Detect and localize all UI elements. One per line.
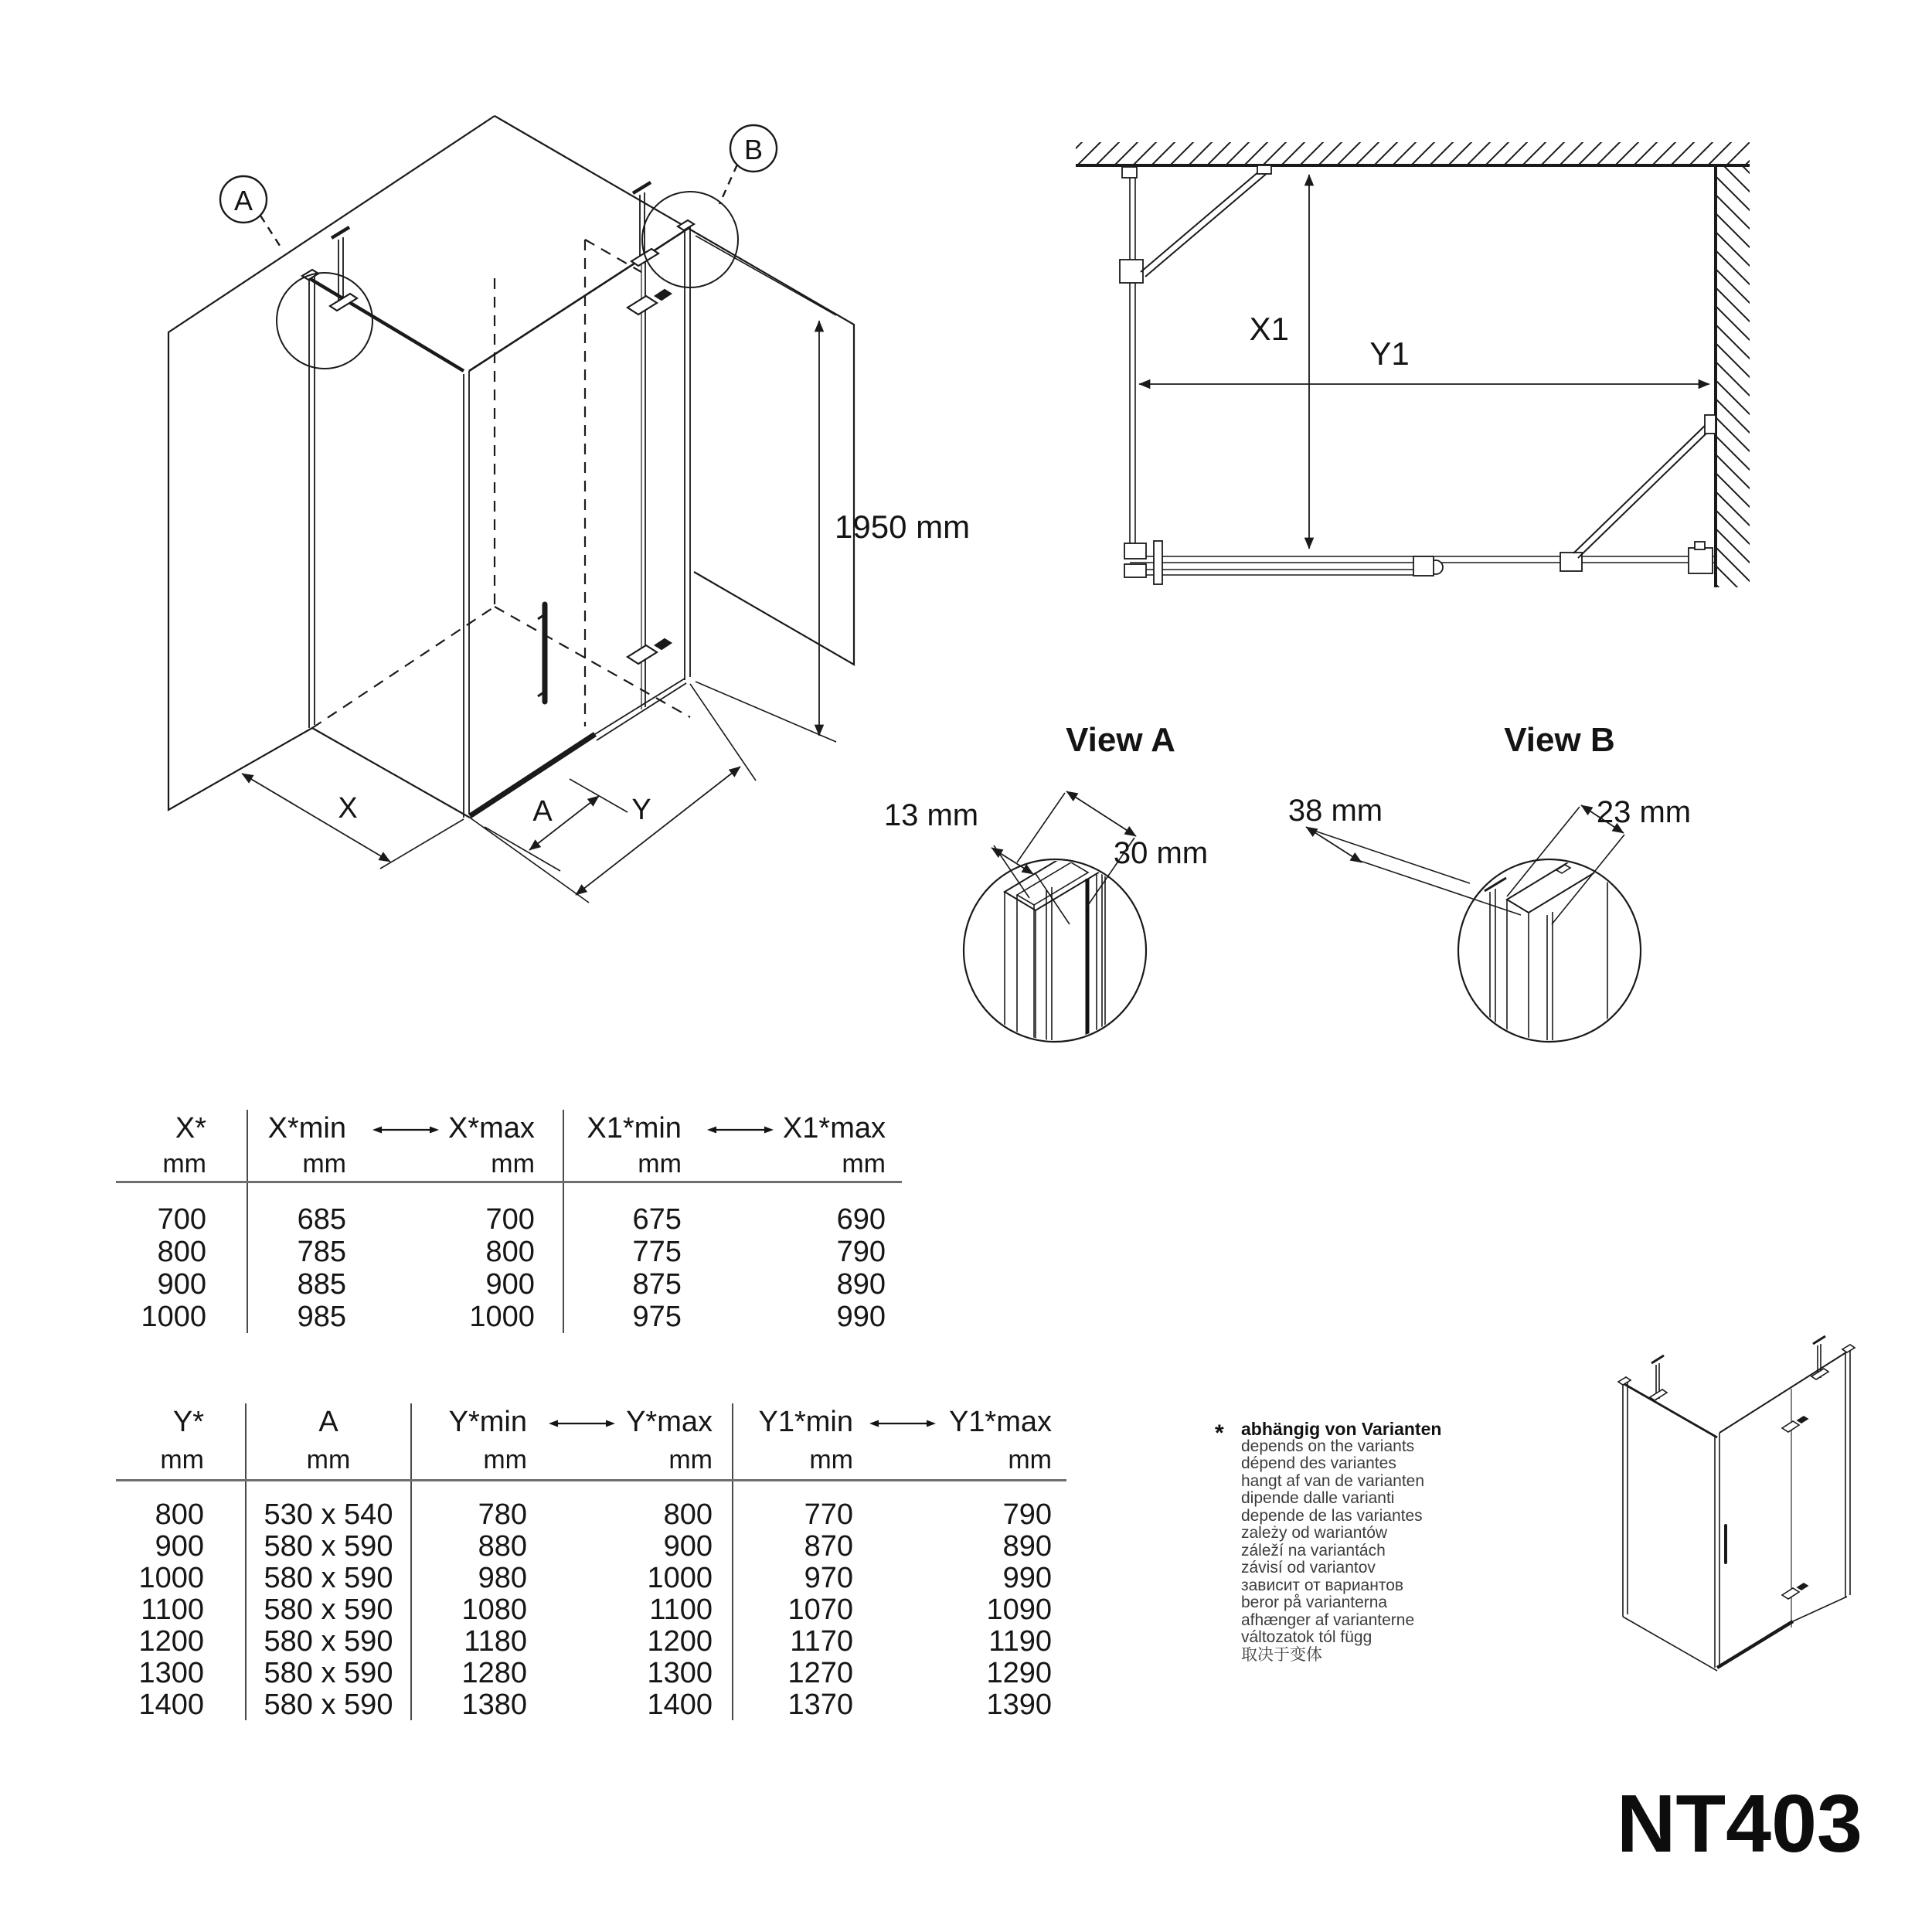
table-cell	[545, 1481, 618, 1531]
col-header: Y*min	[411, 1403, 545, 1440]
wall-profile-cap	[1842, 1345, 1855, 1352]
table-cell: 790	[1002, 1498, 1052, 1531]
model-code: NT403	[1616, 1778, 1862, 1869]
table-cell: 800	[663, 1498, 713, 1531]
table-cell: 685	[247, 1182, 363, 1236]
table-cell	[698, 1236, 783, 1268]
table-cell: 885	[247, 1268, 363, 1301]
left-wall	[168, 116, 495, 810]
view-b-profile	[1485, 852, 1607, 1043]
table-cell: 900	[485, 1268, 535, 1301]
variants-note-line: beror på varianterna	[1241, 1594, 1388, 1611]
table-cell	[698, 1268, 783, 1301]
view-b-detail	[1288, 721, 1691, 1043]
front-corner-post	[464, 371, 469, 818]
unit-label: mm	[246, 1440, 411, 1481]
table-header-row	[116, 1110, 902, 1147]
table-cell: 580 x 590	[246, 1625, 411, 1657]
unit-label: mm	[448, 1147, 563, 1182]
range-arrow-cell	[545, 1403, 618, 1440]
table-cell: 1370	[733, 1689, 866, 1720]
view-b-circle	[1458, 859, 1641, 1042]
table-row	[116, 1657, 1066, 1689]
iso-drawing	[168, 116, 854, 818]
ceiling-brace	[1650, 1355, 1667, 1400]
table-row	[116, 1562, 1066, 1594]
view-b-width-witness	[1308, 828, 1521, 915]
double-arrow-icon	[549, 1417, 615, 1430]
table-cell: 800	[157, 1236, 206, 1268]
range-arrow-cell	[866, 1403, 939, 1440]
table-cell: 1190	[988, 1624, 1052, 1658]
brace-plan-left	[1141, 167, 1269, 277]
table-cell	[866, 1689, 939, 1720]
table-cell: 1100	[141, 1593, 204, 1626]
table-cell: 900	[157, 1268, 206, 1301]
threshold	[595, 679, 686, 740]
x1-dimension-label: X1	[1249, 311, 1289, 347]
side-panel-plan	[1130, 165, 1135, 558]
col-header: Y1*min	[733, 1403, 866, 1440]
table-row	[116, 1268, 902, 1301]
table-cell: 1080	[411, 1594, 545, 1625]
callout-a-leader	[260, 216, 281, 248]
table-cell: 785	[247, 1236, 363, 1268]
front-end-fitting	[1124, 564, 1146, 577]
asterisk-marker: *	[1215, 1420, 1224, 1446]
table-cell	[866, 1562, 939, 1594]
col-header: Y*	[172, 1406, 204, 1438]
variants-note-line: зависит от вариантов	[1241, 1576, 1404, 1594]
table-cell: 675	[563, 1182, 698, 1236]
y-dimension-label: Y	[631, 794, 651, 826]
a-dimension-label: A	[532, 795, 553, 828]
variants-note-line: 取决于变体	[1241, 1645, 1322, 1664]
table-cell: 790	[836, 1236, 886, 1268]
table-cell	[866, 1625, 939, 1657]
variants-note-line: változatok tól függ	[1241, 1628, 1372, 1646]
brace-mount-plan	[1120, 260, 1143, 283]
table-row	[116, 1236, 902, 1268]
table-cell: 1300	[138, 1656, 204, 1689]
x-dimension-table	[116, 1110, 902, 1333]
panel-bracket	[1560, 553, 1582, 571]
table-cell: 1000	[141, 1301, 206, 1333]
table-cell: 1290	[986, 1656, 1052, 1689]
fixed-panel-wall-edge	[685, 227, 690, 680]
table-cell	[698, 1301, 783, 1333]
view-a-circle	[964, 859, 1146, 1042]
table-cell: 900	[663, 1529, 713, 1563]
table-cell: 890	[1002, 1529, 1052, 1563]
table-cell	[545, 1562, 618, 1594]
height-witness-lines	[696, 236, 836, 742]
double-arrow-icon	[372, 1124, 439, 1136]
table-cell: 990	[836, 1301, 886, 1333]
col-header: X*min	[247, 1110, 363, 1147]
variants-note-line: hangt af van de varianten	[1241, 1471, 1425, 1490]
table-cell: 1270	[733, 1657, 866, 1689]
table-cell: 985	[247, 1301, 363, 1333]
table-cell	[866, 1657, 939, 1689]
table-cell: 980	[411, 1562, 545, 1594]
variants-note-line: zależy od wariantów	[1241, 1524, 1388, 1542]
table-cell: 700	[157, 1203, 206, 1236]
unit-label: mm	[733, 1440, 866, 1481]
side-panel-top-edge	[309, 278, 464, 371]
height-dimension-label: 1950 mm	[835, 509, 971, 545]
table-cell: 530 x 540	[246, 1481, 411, 1531]
table-row	[116, 1301, 902, 1333]
ceiling-brace	[330, 227, 357, 311]
table-cell: 1200	[138, 1624, 204, 1658]
unit-label: mm	[939, 1440, 1066, 1481]
front-bracket	[1154, 541, 1162, 584]
col-header: Y*max	[626, 1406, 713, 1438]
table-row	[116, 1594, 1066, 1625]
table-cell: 1280	[411, 1657, 545, 1689]
table-row	[116, 1530, 1066, 1562]
view-b-gap-label: 23 mm	[1596, 795, 1692, 829]
view-b-width-label: 38 mm	[1287, 794, 1383, 828]
view-a-width-label: 13 mm	[883, 798, 979, 832]
wall-bracket	[1689, 548, 1713, 573]
col-header: X1*min	[563, 1110, 698, 1147]
x-witness-line	[380, 819, 464, 869]
variants-note	[1215, 1420, 1578, 1664]
view-b-title: View B	[1504, 721, 1615, 759]
variants-note-line: dépend des variantes	[1241, 1454, 1396, 1472]
x-dimension-line	[242, 774, 390, 862]
wall-profile-cap	[1618, 1377, 1631, 1385]
col-header: X1*max	[782, 1112, 886, 1145]
table-cell: 990	[1002, 1561, 1052, 1594]
table-cell: 875	[563, 1268, 698, 1301]
table-cell	[363, 1268, 448, 1301]
table-cell	[698, 1182, 783, 1236]
table-cell	[866, 1481, 939, 1531]
wall-profile-cap	[678, 220, 694, 230]
table-row	[116, 1689, 1066, 1720]
table-row	[116, 1625, 1066, 1657]
table-cell	[545, 1657, 618, 1689]
table-cell: 1400	[647, 1688, 713, 1721]
variants-note-line: depende de las variantes	[1241, 1506, 1423, 1525]
table-cell: 1070	[733, 1594, 866, 1625]
brace-plan-right	[1573, 423, 1712, 558]
iso-callouts	[220, 125, 777, 248]
callout-b-label: B	[743, 134, 764, 165]
view-b-width-arrow	[1306, 827, 1362, 862]
range-arrow-cell	[363, 1110, 448, 1147]
table-cell: 770	[733, 1481, 866, 1531]
view-a-title: View A	[1066, 721, 1175, 759]
table-row	[116, 1481, 1066, 1531]
unit-label: mm	[618, 1440, 733, 1481]
table-cell: 1200	[647, 1624, 713, 1658]
table-cell: 1400	[138, 1688, 204, 1721]
table-cell: 880	[411, 1530, 545, 1562]
table-cell: 1170	[733, 1625, 866, 1657]
view-a-profile	[1005, 850, 1105, 1043]
col-header: A	[246, 1403, 411, 1440]
table-cell	[545, 1625, 618, 1657]
unit-label: mm	[411, 1440, 545, 1481]
right-wall-hatch	[1716, 165, 1750, 587]
y-dimension-line	[576, 767, 740, 895]
table-cell: 580 x 590	[246, 1562, 411, 1594]
front-top-edge	[469, 229, 688, 371]
table-cell: 690	[836, 1203, 886, 1236]
table-unit-row	[116, 1440, 1066, 1481]
table-cell: 700	[485, 1203, 535, 1236]
callout-a-label: A	[233, 185, 253, 216]
front-end-fitting	[1124, 543, 1146, 559]
wall-bracket-nub	[1695, 542, 1705, 549]
variants-note-line: záleží na variantách	[1241, 1541, 1386, 1560]
unit-label: mm	[247, 1147, 363, 1182]
table-cell: 775	[563, 1236, 698, 1268]
callout-b-leader	[719, 165, 737, 204]
table-cell: 800	[155, 1498, 204, 1531]
y-dimension-table	[116, 1403, 1066, 1720]
hinge-icon	[628, 639, 671, 664]
y1-dimension-label: Y1	[1369, 335, 1410, 372]
table-cell: 580 x 590	[246, 1530, 411, 1562]
view-a-depth-label: 30 mm	[1113, 836, 1209, 870]
view-a-depth-arrow	[1066, 791, 1136, 836]
unit-label: mm	[116, 1147, 247, 1182]
col-header: Y1*max	[948, 1406, 1052, 1438]
variants-note-title: abhängig von Varianten	[1241, 1419, 1442, 1439]
double-arrow-icon	[707, 1124, 774, 1136]
view-a-detail	[884, 721, 1208, 1043]
hinge-icon	[1782, 1417, 1808, 1432]
wall-profile-plan	[1122, 167, 1137, 178]
table-cell: 580 x 590	[246, 1657, 411, 1689]
unit-label: mm	[563, 1147, 698, 1182]
variants-note-line: závisí od variantov	[1241, 1559, 1376, 1577]
right-wall	[495, 116, 854, 665]
table-cell: 580 x 590	[246, 1689, 411, 1720]
mini-iso-drawing	[1618, 1336, 1855, 1671]
table-cell: 900	[155, 1529, 204, 1563]
hinge-icon	[628, 290, 671, 315]
range-arrow-cell	[698, 1110, 783, 1147]
table-cell: 970	[733, 1562, 866, 1594]
table-cell: 800	[485, 1236, 535, 1268]
table-cell: 1180	[411, 1625, 545, 1657]
table-cell: 890	[836, 1268, 886, 1301]
pivot-bracket	[1413, 556, 1434, 576]
table-cell	[866, 1594, 939, 1625]
table-cell: 870	[733, 1530, 866, 1562]
unit-label: mm	[783, 1147, 902, 1182]
double-arrow-icon	[869, 1417, 936, 1430]
col-header: X*	[175, 1112, 206, 1145]
table-cell	[545, 1594, 618, 1625]
table-cell	[363, 1236, 448, 1268]
table-cell: 780	[411, 1481, 545, 1531]
table-cell: 1380	[411, 1689, 545, 1720]
table-cell: 1390	[986, 1688, 1052, 1721]
table-cell: 1300	[647, 1656, 713, 1689]
side-panel-back-edge	[309, 275, 315, 728]
table-unit-row	[116, 1147, 902, 1182]
table-cell	[363, 1182, 448, 1236]
table-cell	[363, 1301, 448, 1333]
y-witness-lines	[470, 684, 756, 903]
variants-note-text	[1241, 1420, 1441, 1664]
hinge-icon	[1782, 1583, 1808, 1599]
table-cell	[545, 1530, 618, 1562]
iso-dimensions	[242, 236, 970, 903]
col-header: X*max	[448, 1112, 535, 1145]
variants-note-line: depends on the variants	[1241, 1437, 1415, 1455]
table-cell: 1090	[986, 1593, 1052, 1626]
variants-note-line: afhænger af varianterne	[1241, 1611, 1415, 1629]
top-wall-hatch	[1076, 142, 1750, 165]
side-panel-bottom-edge	[312, 728, 470, 818]
table-row	[116, 1182, 902, 1236]
table-cell: 580 x 590	[246, 1594, 411, 1625]
unit-label: mm	[116, 1440, 246, 1481]
table-cell: 1100	[649, 1593, 713, 1626]
table-cell: 975	[563, 1301, 698, 1333]
x-dimension-label: X	[338, 792, 358, 825]
table-cell	[545, 1689, 618, 1720]
table-cell	[866, 1530, 939, 1562]
table-cell: 1000	[469, 1301, 535, 1333]
table-cell: 1000	[647, 1561, 713, 1594]
brace-wall-mount	[1257, 165, 1271, 174]
brace-wall-mount	[1705, 415, 1716, 434]
plan-drawing	[1076, 142, 1750, 587]
table-header-row	[116, 1403, 1066, 1440]
variants-note-line: dipende dalle varianti	[1241, 1489, 1395, 1507]
table-cell: 1000	[138, 1561, 204, 1594]
